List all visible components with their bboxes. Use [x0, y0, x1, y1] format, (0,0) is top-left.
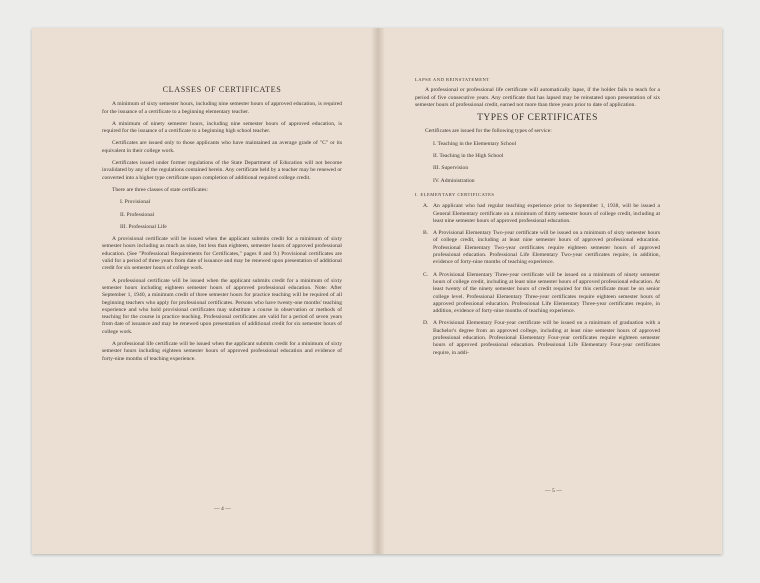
- list-item: II. Teaching in the High School: [433, 153, 504, 160]
- item-text: A Provisional Elementary Three-year certificate will be issued on a minimum of ninety semester hours of college credit, including at least nine semester hours of approved professional education. At least twenty of the ninety semester hours of credit required for this certificate must be on senior college level. Professional Elementary Three-year certificates require eighteen semester hours of approved professional education. Professional Life Elementary Three-year certificates require, in addition, evidence of forty-nine months of teaching experience.: [433, 271, 660, 315]
- left-page: [32, 28, 377, 554]
- page-number: — 5 —: [545, 488, 562, 494]
- paragraph: A professional or professional life certificate will automatically lapse, if the holder fails to teach for a period of five consecutive years. Any certificate that has lapsed may be reinstated upon presentation of six semester hours of professional credit, earned not more than three years prior to date of application.: [415, 87, 660, 108]
- paragraph: Certificates are issued only to those applicants who have maintained an average grade of "C" or its equivalent in their college work.: [102, 140, 342, 154]
- item-text: A Provisional Elementary Two-year certificate will be issued on a minimum of sixty semester hours of college credit, including at least nine semester hours of approved professional education. Professional Elementary Two-year certificates require eighteen semester hours of approved professional education. Professional Life Elementary Two-year certificates require, in addition, evidence of forty-nine months of teaching experience.: [433, 230, 660, 266]
- types-heading: TYPES OF CERTIFICATES: [477, 113, 598, 124]
- page-number: — 4 —: [214, 506, 231, 512]
- paragraph: Certificates are issued for the following types of service:: [425, 128, 552, 135]
- list-item: II. Professional: [120, 211, 155, 218]
- list-item: [415, 320, 660, 356]
- left-page-content: [102, 86, 342, 368]
- list-item: I. Provisional: [120, 199, 151, 206]
- list-item: IV. Administration: [433, 177, 475, 184]
- paragraph: A professional certificate will be issued when the applicant submits credit for a minimum of sixty semester hours including eighteen semester hours of approved professional education. Note: After September 1, 1940, a minimum credit of three semester hours for practice teaching will be required of all beginning teachers who apply for professional certificates. Persons who have twenty-one months' teaching experience and who hold provisional certificates may substitute a course in observation or methods of teaching for the course in practice teaching. Professional certificates are valid for a period of seven years from date of issuance and may be renewed upon presentation of additional credit for six semester hours of college work.: [102, 277, 342, 335]
- classes-list: [120, 199, 342, 231]
- item-text: A Provisional Elementary Four-year certificate will be issued on a minimum of graduation with a Bachelor's degree from an approved college, including at least nine semester hours of approved professional education. Professional Elementary Four-year certificates require eighteen semester hours of approved professional education. Professional Life Elementary Four-year certificates require, in addi-: [433, 320, 660, 356]
- types-list: [433, 141, 660, 185]
- list-item: III. Professional Life: [120, 223, 167, 230]
- item-label: C.: [423, 271, 429, 278]
- paragraph: There are three classes of state certificates:: [112, 186, 208, 193]
- item-label: B.: [423, 230, 429, 237]
- paragraph: Certificates issued under former regulations of the State Department of Education will not become invalidated by any of the regulations contained herein. Any certificate held by a teacher may be renewed or converted into a higher type certificate upon completion of additional required college credit.: [102, 160, 342, 181]
- item-text: An applicant who had regular teaching experience prior to September 1, 1938, will be issued a General Elementary certificate on a minimum of thirty semester hours of college credit, including at least nine semester hours of approved professional education.: [433, 203, 660, 224]
- lapse-heading: LAPSE AND REINSTATEMENT: [415, 77, 490, 82]
- right-page: [377, 28, 722, 554]
- list-item: I. Teaching in the Elementary School: [433, 140, 517, 147]
- book-gutter: [371, 28, 385, 554]
- list-item: [415, 203, 660, 225]
- right-page-content: [415, 76, 660, 362]
- paragraph: A provisional certificate will be issued when the applicant submits credit for a minimum of sixty semester hours including as much as nine, but less than eighteen, semester hours of approved professional education. (See "Professional Requirements for Certificates," pages 8 and 9.) Provisional certificates are valid for a period of three years from date of issuance and may be renewed upon presentation of additional credit for six semester hours of college work.: [102, 236, 342, 272]
- classes-heading: CLASSES OF CERTIFICATES: [162, 85, 282, 94]
- item-label: D.: [423, 320, 429, 327]
- item-label: A.: [423, 203, 429, 210]
- list-item: III. Supervision: [433, 165, 469, 172]
- list-item: [415, 230, 660, 266]
- list-item: [415, 272, 660, 316]
- elementary-heading: I. ELEMENTARY CERTIFICATES: [415, 191, 495, 197]
- paragraph: A minimum of ninety semester hours, including nine semester hours of approved education, is required for the issuance of a certificate to a beginning high school teacher.: [102, 120, 342, 135]
- book-spread: [32, 28, 722, 554]
- paragraph: A minimum of sixty semester hours, including nine semester hours of approved education, is required for the issuance of a certificate to a beginning elementary teacher.: [102, 101, 342, 115]
- paragraph: A professional life certificate will be issued when the applicant submits credit for a minimum of sixty semester hours including eighteen semester hours of approved professional education and evidence of forty-nine months of teaching experience.: [102, 341, 342, 362]
